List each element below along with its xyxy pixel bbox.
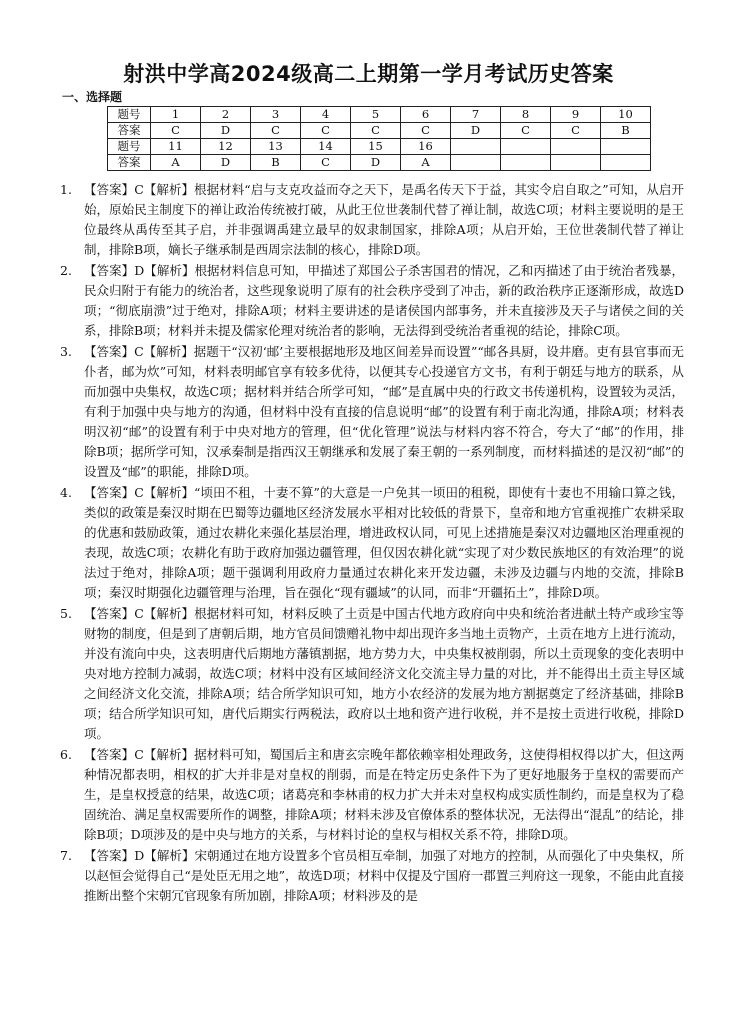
answer-table-cell: 13 xyxy=(251,139,301,155)
answer-table-cell: C xyxy=(501,123,551,139)
answer-table-row-label: 题号 xyxy=(108,107,151,123)
answer-explanation-item xyxy=(58,483,684,603)
answer-table-cell: B xyxy=(601,123,651,139)
item-number: 1. xyxy=(60,182,72,197)
answer-table-cell: 4 xyxy=(301,107,351,123)
item-text: 【答案】C【解析】据题干“汉初‘邮’主要根据地形及地区间差异而设置”“邮各具厨，设井磨。吏有县官事而无仆者，邮为炊”可知，材料表明邮官享有较多优待，以便其专心投递官方文书，有利于朝廷与地方的联系，从而加强中央集权，故选C项；据材料并结合所学可知，“邮”是直属中央的行政文书传递机构，设置较为灵活，有利于加强中央与地方的沟通，但材料中没有直接的信息说明“邮”的设置有利于南北沟通，排除A项；材料表明汉初“邮”的设置有利于中央对地方的管理，但“优化管理”说法与材料内容不符合，夸大了“邮”的作用，排除B项；据所学可知，汉承秦制是指西汉王朝继承和发展了秦王朝的一系列制度，而材料描述的是汉初“邮”的设置及“邮”的职能，排除D项。 xyxy=(84,344,684,479)
answer-table-cell: 7 xyxy=(451,107,501,123)
answer-table-cell: 5 xyxy=(351,107,401,123)
answer-table-row xyxy=(108,155,651,171)
answer-table-cell: C xyxy=(251,123,301,139)
answer-table-row xyxy=(108,139,651,155)
answer-table-cell xyxy=(501,139,551,155)
answer-table-cell: C xyxy=(401,123,451,139)
answer-table-cell: C xyxy=(351,123,401,139)
answer-table-row-label: 答案 xyxy=(108,123,151,139)
item-number: 5. xyxy=(60,606,72,621)
answer-table-cell: 1 xyxy=(151,107,201,123)
answer-explanation-item xyxy=(58,180,684,260)
answer-table-cell: C xyxy=(151,123,201,139)
answer-table-cell: D xyxy=(351,155,401,171)
answer-table-row-label: 题号 xyxy=(108,139,151,155)
answer-table-cell: 10 xyxy=(601,107,651,123)
answer-table-cell: 14 xyxy=(301,139,351,155)
page-title: 射洪中学高2024级高二上期第一学月考试历史答案 xyxy=(123,62,614,86)
answer-table-cell xyxy=(451,155,501,171)
answer-table-cell xyxy=(551,155,601,171)
explanation-list xyxy=(58,180,684,907)
answer-table-cell: D xyxy=(451,123,501,139)
answer-table-row xyxy=(108,107,651,123)
answer-table-cell xyxy=(551,139,601,155)
answer-table-cell: 3 xyxy=(251,107,301,123)
item-number: 7. xyxy=(60,848,72,863)
item-text: 【答案】C【解析】根据材料“启与支克攻益而夺之天下，是禹名传天下于益，其实令启自取之”可知，从启开始，原始民主制度下的禅让政治传统被打破，从此王位世袭制代替了禅让制，故选C项；材料主要说明的是王位最终从禹传至其子启，并非强调禹建立最早的奴隶制国家，排除A项；从启开始，王位世袭制代替了禅让制，排除B项，嫡长子继承制是西周宗法制的核心，排除D项。 xyxy=(84,182,684,257)
answer-table-cell: A xyxy=(151,155,201,171)
item-text: 【答案】D【解析】宋朝通过在地方设置多个官员相互牵制，加强了对地方的控制，从而强化了中央集权，所以赵恒会觉得自己“是处臣无用之地”，故选D项；材料中仅提及宁国府一郡置三判府这一现象，不能由此直接推断出整个宋朝冗官现象有所加剧，排除A项；材料涉及的是 xyxy=(84,848,684,903)
answer-table-cell: 8 xyxy=(501,107,551,123)
item-text: 【答案】C【解析】据材料可知，蜀国后主和唐玄宗晚年都依赖宰相处理政务，这使得相权得以扩大，但这两种情况都表明，相权的扩大并非是对皇权的削弱，而是在特定历史条件下为了更好地服务于皇权的需要而产生，是皇权授意的结果，故选C项；诸葛亮和李林甫的权力扩大并未对皇权构成实质性制约，而是皇权为了稳固统治、满足皇权需要所作的调整，排除A项；材料未涉及官僚体系的整体状况，无法得出“混乱”的结论，排除B项；D项涉及的是中央与地方的关系，与材料讨论的皇权与相权关系不符，排除D项。 xyxy=(84,747,684,842)
answer-table-cell xyxy=(501,155,551,171)
answer-table-cell: 15 xyxy=(351,139,401,155)
answer-explanation-item xyxy=(58,261,684,341)
answer-table-cell: 11 xyxy=(151,139,201,155)
answer-table-cell: C xyxy=(301,155,351,171)
item-number: 2. xyxy=(60,263,72,278)
answer-explanation-item xyxy=(58,604,684,744)
answer-table-cell: 12 xyxy=(201,139,251,155)
answer-table-cell xyxy=(601,139,651,155)
answer-explanation-item xyxy=(58,342,684,482)
answer-table-cell: 2 xyxy=(201,107,251,123)
answer-table-cell: C xyxy=(301,123,351,139)
section-heading: 一、选择题 xyxy=(62,90,123,104)
answer-table-cell: C xyxy=(551,123,601,139)
answer-table-cell: D xyxy=(201,155,251,171)
answer-table-cell: 16 xyxy=(401,139,451,155)
answer-table-cell: A xyxy=(401,155,451,171)
item-text: 【答案】C【解析】“顷田不租，十妻不算”的大意是一户免其一顷田的租税，即使有十妻也不用输口算之钱，类似的政策是秦汉时期在巴蜀等边疆地区经济发展水平相对比较低的背景下，皇帝和地方官重视推广农耕采取的优惠和鼓励政策，通过农耕化来强化基层治理，增进政权认同，可见上述措施是秦汉对边疆地区治理重视的表现，故选C项；农耕化有助于政府加强边疆管理，但仅因农耕化就“实现了对少数民族地区的有效治理”的说法过于绝对，排除A项；题干强调利用政府力量通过农耕化来开发边疆，未涉及边疆与内地的交流，排除B项；秦汉时期强化边疆管理与治理，旨在强化“现有疆域”的认同，而非“开疆拓土”，排除D项。 xyxy=(84,485,685,600)
item-text: 【答案】D【解析】根据材料信息可知，甲描述了郑国公子杀害国君的情况，乙和丙描述了由于统治者残暴，民众归附于有能力的统治者，这些现象说明了原有的社会秩序受到了冲击，新的政治秩序正逐渐形成，故选D项；“彻底崩溃”过于绝对，排除A项；材料主要讲述的是诸侯国内部事务，并未直接涉及天子与诸侯之间的关系，排除B项；材料并未提及儒家伦理对统治者的影响，无法得到受统治者重视的结论，排除C项。 xyxy=(84,263,684,338)
item-number: 3. xyxy=(60,344,72,359)
item-number: 4. xyxy=(60,485,72,500)
answer-explanation-item xyxy=(58,745,684,845)
item-text: 【答案】C【解析】根据材料可知，材料反映了土贡是中国古代地方政府向中央和统治者进献土特产或珍宝等财物的制度，但是到了唐朝后期，地方官员间馈赠礼物中却出现许多当地土贡物产，土贡在地方上进行流动，并没有流向中央，这表明唐代后期地方藩镇割据，地方势力大，中央集权被削弱，所以土贡现象的变化表明中央对地方控制力减弱，故选C项；材料中没有区域间经济文化交流主导力量的对比，并不能得出土贡主导区域之间经济文化交流，排除A项；结合所学知识可知，地方小农经济的发展为地方割据奠定了经济基础，排除B项；结合所学知识可知，唐代后期实行两税法，政府以土地和资产进行收税，并不是按土贡进行收税，排除D项。 xyxy=(84,606,685,741)
answer-table-row xyxy=(108,123,651,139)
answer-table-cell xyxy=(601,155,651,171)
answer-table-row-label: 答案 xyxy=(108,155,151,171)
answer-explanation-item xyxy=(58,846,684,906)
answer-table-cell xyxy=(451,139,501,155)
answer-table-cell: D xyxy=(201,123,251,139)
item-number: 6. xyxy=(60,747,72,762)
answer-table-cell: B xyxy=(251,155,301,171)
answer-table-cell: 6 xyxy=(401,107,451,123)
answer-table xyxy=(107,106,651,171)
answer-table-cell: 9 xyxy=(551,107,601,123)
